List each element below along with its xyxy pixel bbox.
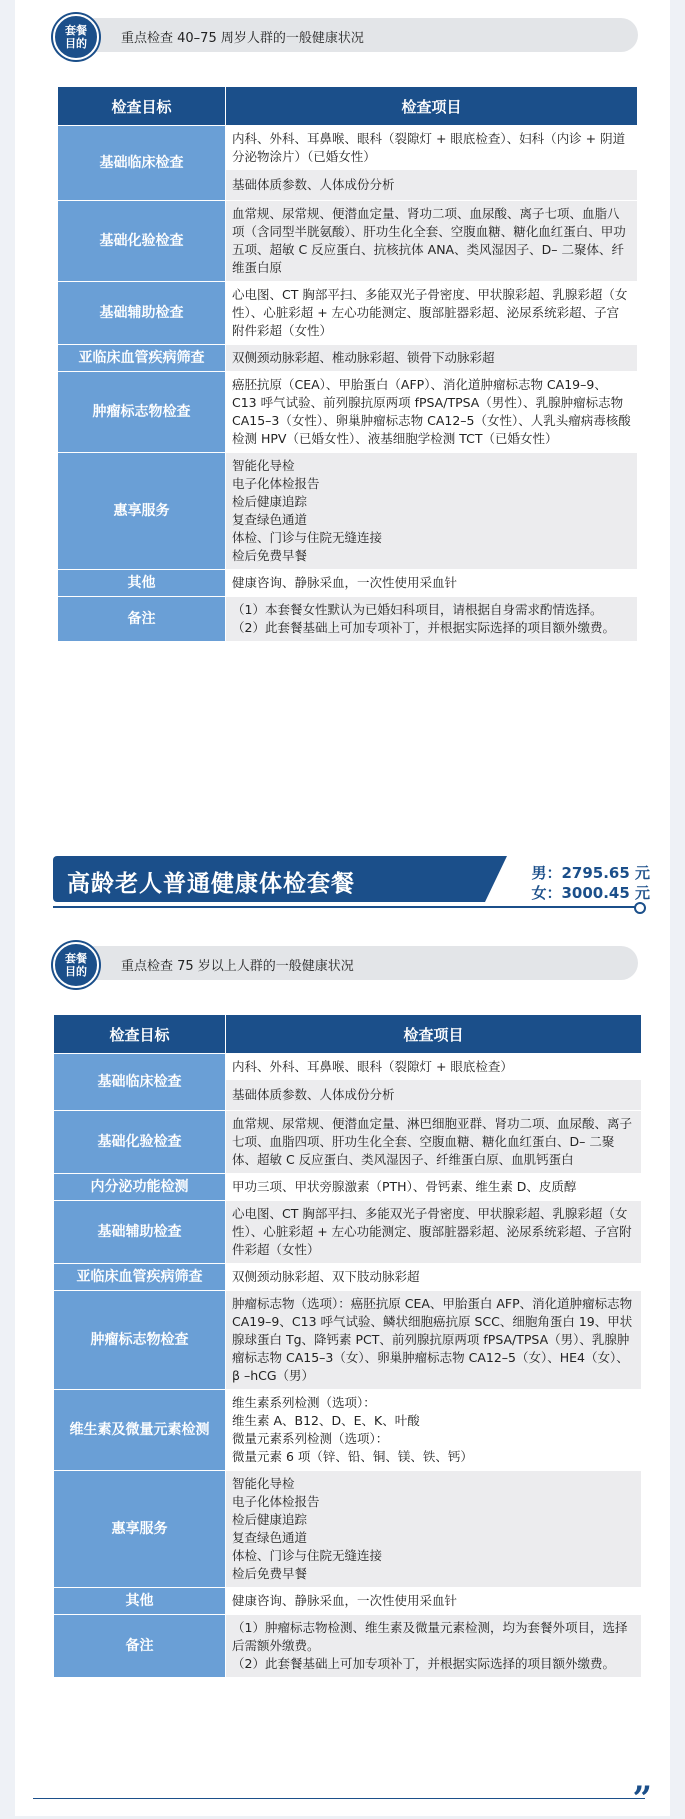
badge-line1: 套餐 — [65, 952, 87, 965]
header-target: 检查目标 — [54, 1015, 226, 1054]
purpose-text: 重点检查 40–75 周岁人群的一般健康状况 — [121, 31, 364, 46]
row-category: 惠享服务 — [58, 453, 226, 570]
table-row — [58, 201, 638, 282]
item-subline: 基础体质参数、人体成份分析 — [226, 1080, 641, 1110]
item-line: 复查绿色通道 — [232, 1530, 308, 1545]
row-category: 备注 — [58, 597, 226, 642]
row-category: 备注 — [54, 1615, 226, 1678]
table-row — [58, 345, 638, 372]
row-items — [226, 1264, 642, 1291]
purpose-badge — [53, 942, 99, 988]
item-line: 维生素 A、B12、D、E、K、叶酸 — [232, 1413, 420, 1428]
row-items — [226, 1588, 642, 1615]
row-items — [226, 201, 638, 282]
title-rule — [53, 906, 638, 908]
item-line: 内科、外科、耳鼻喉、眼科（裂隙灯 + 眼底检查）、妇科（内诊 + 阴道分泌物涂片）（已婚女性） — [232, 131, 626, 164]
table-row — [58, 282, 638, 345]
purpose-bar — [71, 18, 638, 52]
purpose-bar — [71, 946, 638, 980]
item-line: 双侧颈动脉彩超、椎动脉彩超、锁骨下动脉彩超 — [232, 350, 495, 365]
row-category: 其他 — [58, 570, 226, 597]
item-line: 双侧颈动脉彩超、双下肢动脉彩超 — [232, 1269, 420, 1284]
row-category: 维生素及微量元素检测 — [54, 1390, 226, 1471]
price-male: 男：2795.65 元 — [531, 864, 650, 882]
table-row — [54, 1615, 642, 1678]
row-category: 亚临床血管疾病筛查 — [58, 345, 226, 372]
row-category: 基础临床检查 — [54, 1054, 226, 1111]
table-row — [54, 1588, 642, 1615]
row-category: 内分泌功能检测 — [54, 1174, 226, 1201]
row-items — [226, 1615, 642, 1678]
item-line: 心电图、CT 胸部平扫、多能双光子骨密度、甲状腺彩超、乳腺彩超（女性）、心脏彩超 + 左心功能测定、腹部脏器彩超、泌尿系统彩超、子宫附件彩超（女性） — [232, 1206, 632, 1257]
item-subline: 基础体质参数、人体成份分析 — [226, 170, 637, 200]
row-category: 亚临床血管疾病筛查 — [54, 1264, 226, 1291]
purpose-badge — [53, 14, 99, 60]
table-row — [58, 126, 638, 201]
item-line: 癌胚抗原（CEA）、甲胎蛋白（AFP）、消化道肿瘤标志物 CA19–9、C13 呼气试验、前列腺抗原两项 fPSA/TPSA（男性）、乳腺肿瘤标志物 CA15–3（女性）、卵巢肿瘤标志物 CA12–5（女性）、人乳头瘤病毒核酸检测 HPV（已婚女性）、液基细胞学检测 TCT（已婚女性） — [232, 377, 631, 446]
package-title: 高龄老人普通健康体检套餐 — [67, 871, 355, 897]
row-items — [226, 345, 638, 372]
row-items — [226, 372, 638, 453]
item-line: 检后健康追踪 — [232, 494, 308, 509]
table-row — [58, 453, 638, 570]
footer-rule — [33, 1798, 645, 1799]
header-items: 检查项目 — [226, 87, 638, 126]
item-line: 维生素系列检测（选项）： — [232, 1395, 376, 1410]
row-items — [226, 1111, 642, 1174]
page — [15, 0, 670, 1819]
row-items — [226, 1390, 642, 1471]
title-rule-dot — [634, 902, 646, 914]
item-line: 血常规、尿常规、便潜血定量、淋巴细胞亚群、肾功二项、血尿酸、离子七项、血脂四项、肝功生化全套、空腹血糖、糖化血红蛋白、D– 二聚体、超敏 C 反应蛋白、类风湿因子、纤维蛋白原、血肌钙蛋白 — [232, 1116, 633, 1167]
header-target: 检查目标 — [58, 87, 226, 126]
row-items — [226, 453, 638, 570]
row-items — [226, 1054, 642, 1111]
table-row — [58, 372, 638, 453]
row-category: 基础化验检查 — [54, 1111, 226, 1174]
table-row — [54, 1291, 642, 1390]
row-items — [226, 282, 638, 345]
row-items — [226, 126, 638, 201]
row-items — [226, 1291, 642, 1390]
table-row — [54, 1390, 642, 1471]
item-line: 健康咨询、静脉采血，一次性使用采血针 — [232, 575, 458, 590]
item-line: 肿瘤标志物（选项）：癌胚抗原 CEA、甲胎蛋白 AFP、消化道肿瘤标志物 CA19–9、C13 呼气试验、鳞状细胞癌抗原 SCC、细胞角蛋白 19、甲状腺球蛋白 Tg、降钙素 PCT、前列腺抗原两项 fPSA/TPSA（男）、乳腺肿瘤标志物 CA15–3（女）、卵巢肿瘤标志物 CA12–5（女）、HE4（女）、β –hCG（男） — [232, 1296, 633, 1383]
row-category: 基础临床检查 — [58, 126, 226, 201]
item-line: 甲功三项、甲状旁腺激素（PTH）、骨钙素、维生素 D、皮质醇 — [232, 1179, 577, 1194]
row-items — [226, 1471, 642, 1588]
item-line: 微量元素 6 项（锌、铅、铜、镁、铁、钙） — [232, 1449, 473, 1464]
row-items — [226, 597, 638, 642]
row-category: 其他 — [54, 1588, 226, 1615]
item-line: 检后免费早餐 — [232, 1566, 308, 1581]
item-line: （2）此套餐基础上可加专项补丁，并根据实际选择的项目额外缴费。 — [232, 1656, 615, 1671]
table-row — [54, 1264, 642, 1291]
item-line: 电子化体检报告 — [232, 476, 320, 491]
table-row — [54, 1471, 642, 1588]
item-line: 检后免费早餐 — [232, 548, 308, 563]
row-category: 基础化验检查 — [58, 201, 226, 282]
item-line: 微量元素系列检测（选项）： — [232, 1431, 389, 1446]
quote-mark-icon: ” — [632, 1779, 652, 1819]
item-line: （1）肿瘤标志物检测、维生素及微量元素检测，均为套餐外项目，选择后需额外缴费。 — [232, 1620, 628, 1653]
row-category: 肿瘤标志物检查 — [58, 372, 226, 453]
header-items: 检查项目 — [226, 1015, 642, 1054]
item-line: 智能化导检 — [232, 1476, 295, 1491]
item-line: 体检、门诊与住院无缝连接 — [232, 1548, 383, 1563]
package-table-1 — [57, 86, 638, 642]
row-category: 基础辅助检查 — [58, 282, 226, 345]
item-line: 心电图、CT 胸部平扫、多能双光子骨密度、甲状腺彩超、乳腺彩超（女性）、心脏彩超 + 左心功能测定、腹部脏器彩超、泌尿系统彩超、子宫附件彩超（女性） — [232, 287, 628, 338]
item-line: 复查绿色通道 — [232, 512, 308, 527]
table-row — [54, 1201, 642, 1264]
row-category: 惠享服务 — [54, 1471, 226, 1588]
item-line: 内科、外科、耳鼻喉、眼科（裂隙灯 + 眼底检查） — [232, 1059, 513, 1074]
item-line: 健康咨询、静脉采血，一次性使用采血针 — [232, 1593, 458, 1608]
row-items — [226, 570, 638, 597]
table-row — [58, 597, 638, 642]
purpose-banner-2 — [53, 942, 638, 984]
row-category: 肿瘤标志物检查 — [54, 1291, 226, 1390]
item-line: 检后健康追踪 — [232, 1512, 308, 1527]
item-line: 血常规、尿常规、便潜血定量、肾功二项、血尿酸、离子七项、血脂八项（含同型半胱氨酸）、肝功生化全套、空腹血糖、糖化血红蛋白、甲功五项、超敏 C 反应蛋白、抗核抗体 ANA、类风湿因子、D– 二聚体、纤维蛋白原 — [232, 206, 626, 275]
package-table-2 — [53, 1014, 642, 1678]
badge-line1: 套餐 — [65, 24, 87, 37]
purpose-banner-1 — [53, 14, 638, 56]
table-row — [54, 1174, 642, 1201]
table-row — [54, 1111, 642, 1174]
item-line: 电子化体检报告 — [232, 1494, 320, 1509]
item-line: 智能化导检 — [232, 458, 295, 473]
package-title-banner — [53, 856, 485, 902]
item-line: （2）此套餐基础上可加专项补丁，并根据实际选择的项目额外缴费。 — [232, 620, 615, 635]
badge-line2: 目的 — [65, 37, 87, 50]
table-row — [58, 570, 638, 597]
row-items — [226, 1201, 642, 1264]
badge-line2: 目的 — [65, 965, 87, 978]
item-line: 体检、门诊与住院无缝连接 — [232, 530, 383, 545]
price-female: 女：3000.45 元 — [531, 884, 650, 902]
table-row — [54, 1054, 642, 1111]
row-items — [226, 1174, 642, 1201]
purpose-text: 重点检查 75 岁以上人群的一般健康状况 — [121, 959, 354, 974]
row-category: 基础辅助检查 — [54, 1201, 226, 1264]
item-line: （1）本套餐女性默认为已婚妇科项目，请根据自身需求酌情选择。 — [232, 602, 603, 617]
